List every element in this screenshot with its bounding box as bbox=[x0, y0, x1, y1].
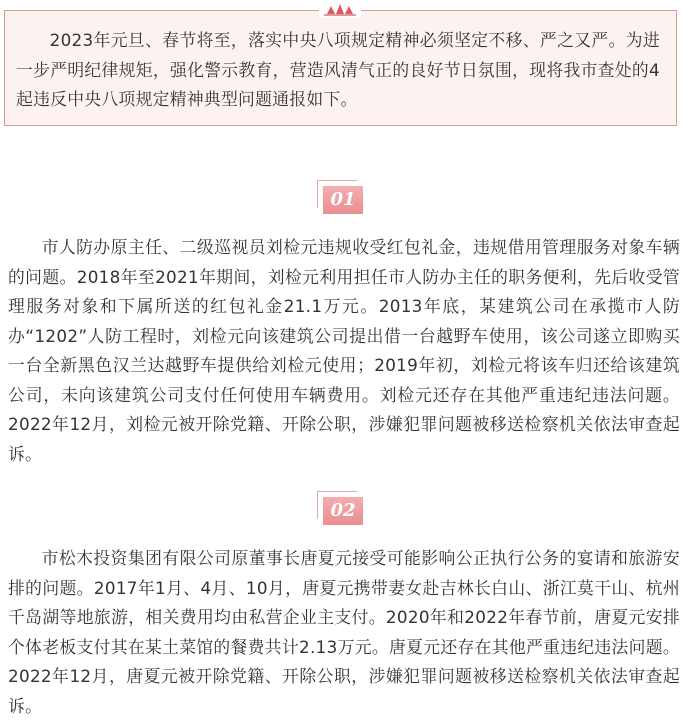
intro-paragraph: 2023年元旦、春节将至，落实中央八项规定精神必须坚定不移、严之又严。为进一步严明纪律规矩，强化警示教育，营造风清气正的良好节日氛围，现将我市查处的4起违反中央八项规定精神典型问题通报如下。 bbox=[16, 30, 660, 109]
section-paragraph: 市松木投资集团有限公司原董事长唐夏元接受可能影响公正执行公务的宴请和旅游安排的问题。2017年1月、4月、10月，唐夏元携带妻女赴吉林长白山、浙江莫干山、杭州千岛湖等地旅游，相关费用均由私营企业主支付。2020年和2022年春节前，唐夏元安排个体老板支付其在某土菜馆的餐费共计2.13万元。唐夏元还存在其他严重违纪违法问题。2022年12月，唐夏元被开除党籍、开除公职，涉嫌犯罪问题被移送检察机关依法审查起诉。 bbox=[8, 548, 680, 716]
section-number-badge bbox=[317, 491, 363, 525]
section-number: 02 bbox=[323, 497, 363, 525]
section-number-badge bbox=[317, 180, 363, 214]
section-paragraph: 市人防办原主任、二级巡视员刘检元违规收受红包礼金，违规借用管理服务对象车辆的问题。2018年至2021年期间，刘检元利用担任市人防办主任的职务便利，先后收受管理服务对象和下属所送的红包礼金21.1万元。2013年底，某建筑公司在承揽市人防办“1202”人防工程时，刘检元向该建筑公司提出借一台越野车使用，该公司遂立即购买一台全新黑色汉兰达越野车提供给刘检元使用；2019年初，刘检元将该车归还给该建筑公司，未向该建筑公司支付任何使用车辆费用。刘检元还存在其他严重违纪违法问题。2022年12月，刘检元被开除党籍、开除公职，涉嫌犯罪问题被移送检察机关依法审查起诉。 bbox=[8, 237, 680, 464]
flags-ornament-icon bbox=[319, 2, 361, 18]
section-number: 01 bbox=[323, 186, 363, 214]
